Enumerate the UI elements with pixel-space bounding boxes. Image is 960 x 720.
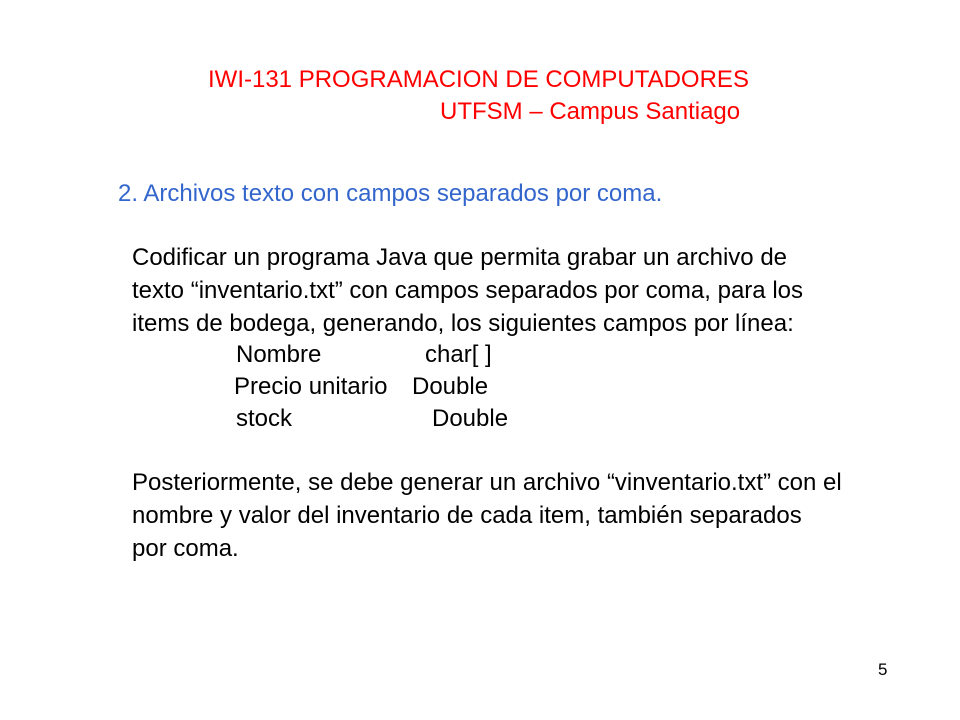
paragraph-2-line-1: Posteriormente, se debe generar un archivo “vinventario.txt” con el	[132, 469, 842, 496]
field-type-nombre: char[ ]	[425, 341, 492, 368]
paragraph-1-line-2: texto “inventario.txt” con campos separados por coma, para los	[132, 277, 803, 304]
field-name-stock: stock	[236, 405, 293, 432]
section-heading: 2. Archivos texto con campos separados por coma.	[118, 180, 663, 207]
paragraph-1-line-3: items de bodega, generando, los siguientes campos por línea:	[132, 310, 794, 337]
field-type-precio: Double	[412, 373, 489, 400]
course-title: IWI-131 PROGRAMACION DE COMPUTADORES	[208, 66, 749, 93]
paragraph-2-line-2: nombre y valor del inventario de cada item, también separados	[132, 502, 802, 529]
paragraph-1-line-1: Codificar un programa Java que permita grabar un archivo de	[132, 244, 788, 271]
field-type-stock: Double	[432, 405, 509, 432]
field-name-nombre: Nombre	[236, 341, 322, 368]
page-number: 5	[878, 660, 888, 679]
paragraph-2-line-3: por coma.	[132, 535, 239, 562]
field-name-precio: Precio unitario	[234, 373, 388, 400]
campus-subtitle: UTFSM – Campus Santiago	[440, 98, 741, 125]
